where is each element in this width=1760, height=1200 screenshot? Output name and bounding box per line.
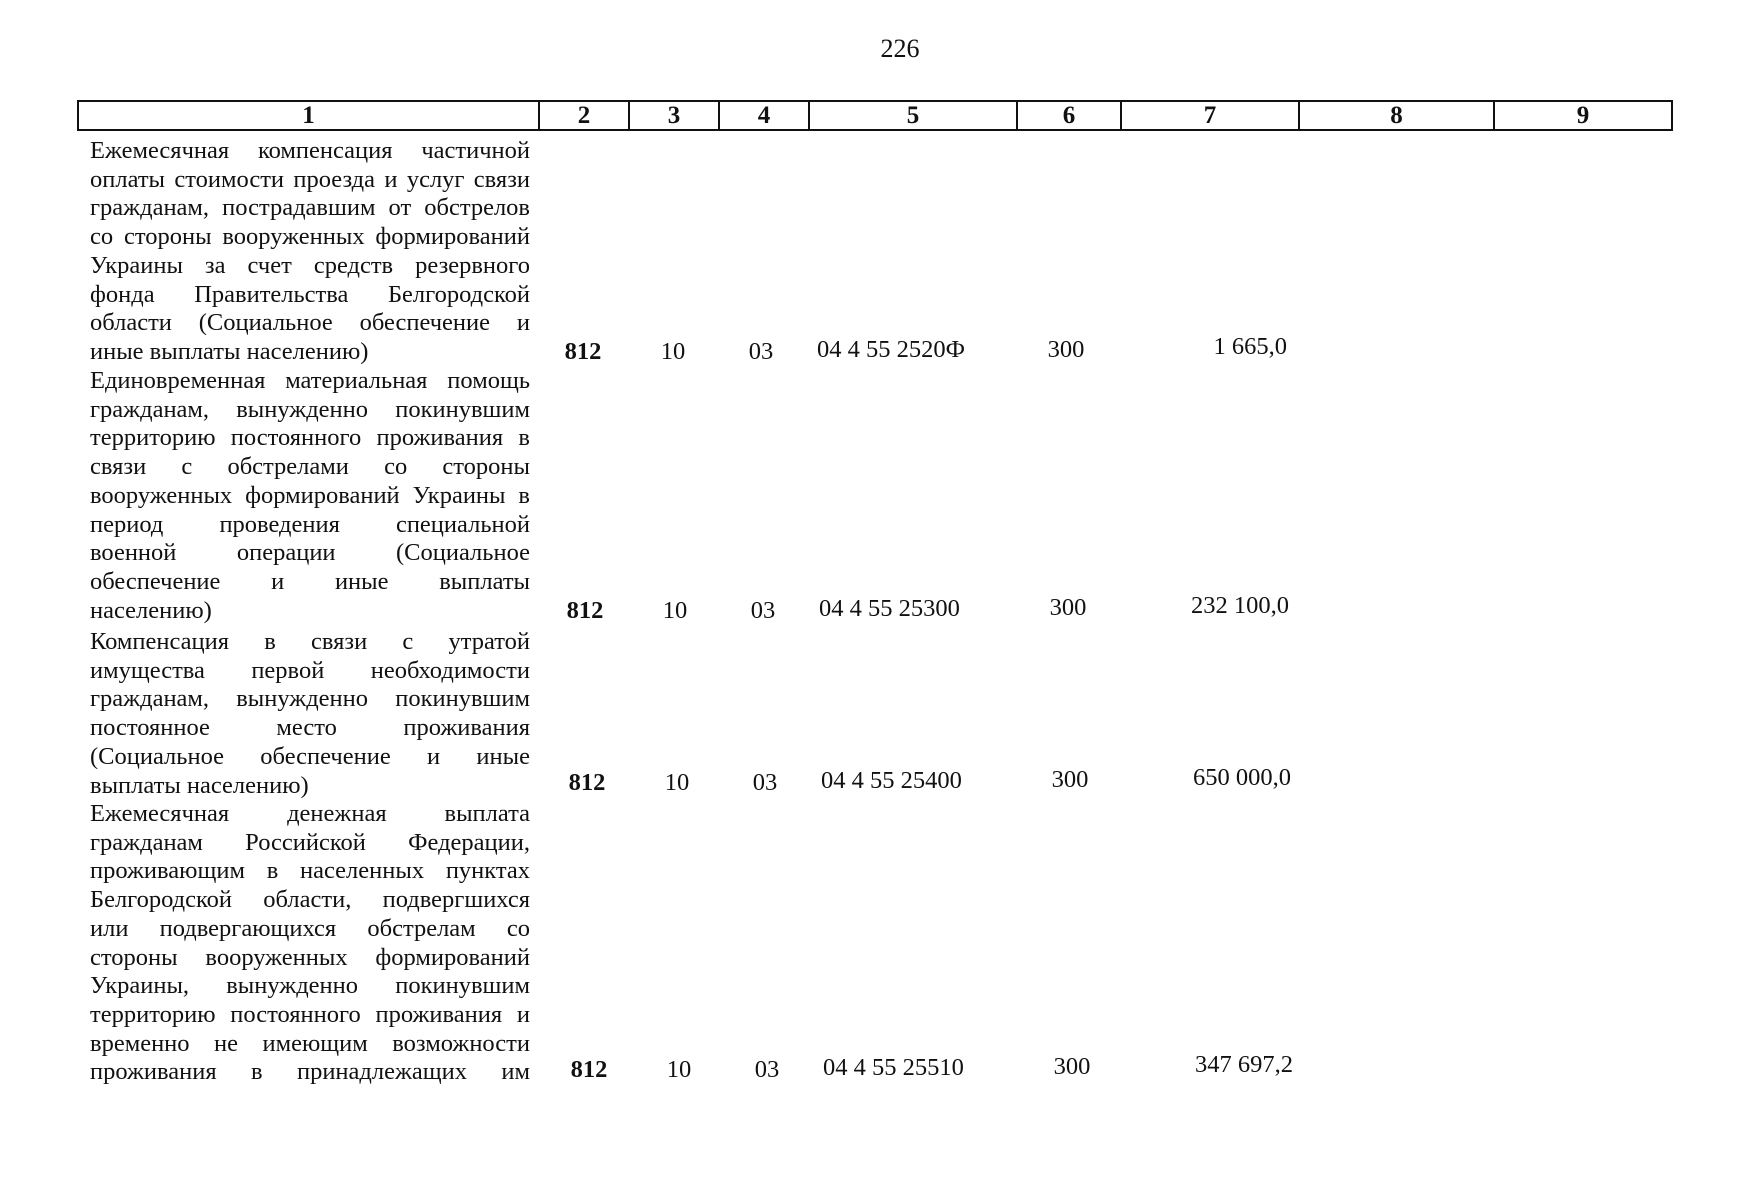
admin-code: 812 — [568, 769, 606, 796]
description-line: Компенсация в связи с утратой — [90, 628, 530, 655]
subsection-code: 03 — [748, 338, 774, 365]
header-col-2: 2 — [539, 101, 629, 130]
sum-value: 347 697,2 — [1195, 1051, 1293, 1078]
description-line: стороны вооруженных формирований — [90, 943, 530, 971]
description-line: иные выплаты населению) — [90, 337, 369, 365]
sum-value: 232 100,0 — [1191, 592, 1289, 619]
description-line: (Социальное обеспечение и иные — [90, 742, 530, 770]
description-line: гражданам, пострадавшим от обстрелов — [90, 194, 530, 222]
description-line: или подвергающихся обстрелам со — [90, 914, 530, 942]
description-line: гражданам, вынужденно покинувшим — [90, 395, 530, 423]
description-line: Украины за счет средств резервного — [90, 251, 530, 279]
description-line: период проведения специальной — [90, 510, 530, 538]
header-col-5: 5 — [809, 101, 1017, 130]
description-line: проживания в принадлежащих им — [90, 1058, 530, 1086]
description-line: населению) — [90, 596, 212, 624]
column-header-table — [77, 100, 1673, 131]
description-line: гражданам, вынужденно покинувшим — [90, 685, 530, 713]
sum-value: 650 000,0 — [1193, 764, 1291, 791]
description-line: области (Социальное обеспечение и — [90, 309, 530, 337]
subsection-code: 03 — [752, 769, 778, 796]
row-description — [90, 137, 530, 367]
sum-value: 1 665,0 — [1213, 333, 1287, 360]
description-line: Белгородской области, подвергшихся — [90, 886, 530, 914]
admin-code: 812 — [566, 597, 604, 624]
expense-type: 300 — [1047, 336, 1085, 363]
description-line: имущества первой необходимости — [90, 656, 530, 684]
description-line: Ежемесячная компенсация частичной — [90, 137, 530, 164]
description-line: обеспечение и иные выплаты — [90, 567, 530, 595]
description-line: проживающим в населенных пунктах — [90, 857, 530, 885]
row-description — [90, 628, 530, 800]
description-line: Ежемесячная денежная выплата — [90, 800, 530, 827]
description-line: постоянное место проживания — [90, 714, 530, 742]
description-line: временно не имеющим возможности — [90, 1029, 530, 1057]
description-line: связи с обстрелами со стороны — [90, 453, 530, 481]
article-code: 04 4 55 25510 — [823, 1054, 964, 1081]
expense-type: 300 — [1051, 766, 1089, 793]
row-description — [90, 800, 530, 1087]
description-line: со стороны вооруженных формирований — [90, 223, 530, 251]
section-code: 10 — [664, 769, 690, 796]
header-col-6: 6 — [1017, 101, 1121, 130]
header-col-8: 8 — [1299, 101, 1494, 130]
header-row — [78, 101, 1672, 130]
description-line: вооруженных формирований Украины в — [90, 481, 530, 509]
description-line: Украины, вынужденно покинувшим — [90, 972, 530, 1000]
header-col-9: 9 — [1494, 101, 1672, 130]
article-code: 04 4 55 2520Ф — [817, 336, 965, 363]
section-code: 10 — [660, 338, 686, 365]
description-line: фонда Правительства Белгородской — [90, 280, 530, 308]
article-code: 04 4 55 25300 — [819, 595, 960, 622]
section-code: 10 — [666, 1056, 692, 1083]
admin-code: 812 — [570, 1056, 608, 1083]
header-col-7: 7 — [1121, 101, 1299, 130]
subsection-code: 03 — [754, 1056, 780, 1083]
description-line: выплаты населению) — [90, 771, 309, 799]
header-col-1: 1 — [78, 101, 539, 130]
expense-type: 300 — [1053, 1053, 1091, 1080]
page-number: 226 — [880, 34, 920, 63]
subsection-code: 03 — [750, 597, 776, 624]
description-line: оплаты стоимости проезда и услуг связи — [90, 165, 530, 193]
article-code: 04 4 55 25400 — [821, 767, 962, 794]
row-description — [90, 367, 530, 625]
description-line: военной операции (Социальное — [90, 539, 530, 567]
description-line: Единовременная материальная помощь — [90, 367, 530, 394]
header-col-4: 4 — [719, 101, 809, 130]
description-line: территорию постоянного проживания и — [90, 1000, 530, 1028]
description-line: территорию постоянного проживания в — [90, 424, 530, 452]
section-code: 10 — [662, 597, 688, 624]
description-line: гражданам Российской Федерации, — [90, 828, 530, 856]
admin-code: 812 — [564, 338, 602, 365]
header-col-3: 3 — [629, 101, 719, 130]
expense-type: 300 — [1049, 594, 1087, 621]
